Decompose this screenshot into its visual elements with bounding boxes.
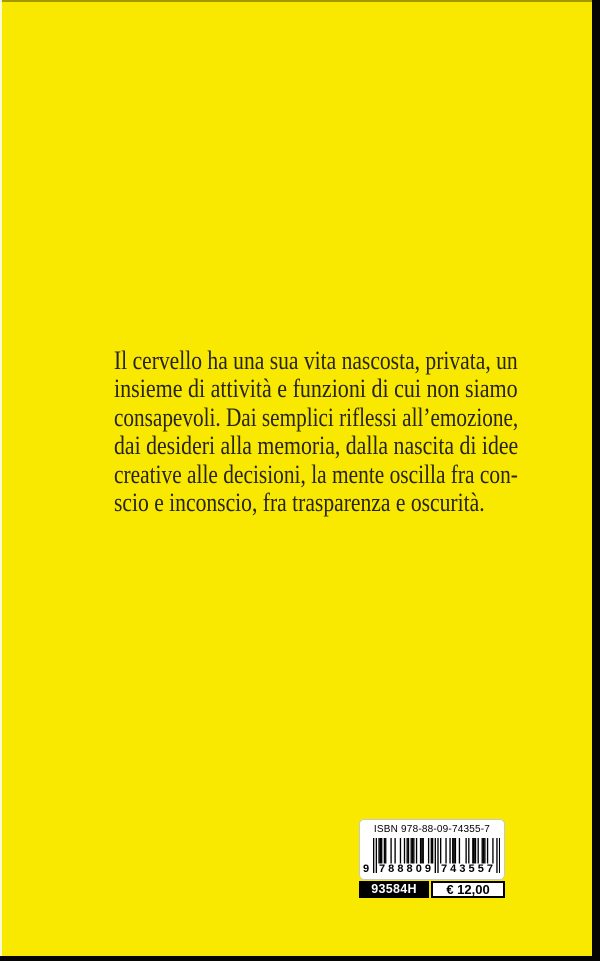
barcode-label [359,819,505,880]
barcode-digits-left: 7 8 8 8 0 9 [379,862,431,875]
barcode-digits-right: 7 4 3 5 5 7 [441,862,493,875]
synopsis-line-text: dai desideri alla memoria, dalla nascita di idee [114,431,519,461]
synopsis-paragraph [114,347,518,517]
synopsis-line [114,461,518,489]
price-tag: € 12,00 [431,881,505,898]
scan-edge-bottom [0,956,600,961]
synopsis-line-text: consapevoli. Dai semplici riflessi all’emozione, [114,402,519,432]
synopsis-line [114,432,518,460]
scan-edge-left [0,0,2,961]
scan-edge-top [0,0,600,2]
ean-barcode [363,838,501,876]
synopsis-line-text: insieme di attività e funzioni di cui non siamo [114,374,518,404]
synopsis-line [114,347,518,375]
synopsis-line-text: scio e inconscio, fra trasparenza e oscurità. [114,487,485,517]
synopsis-line-text: creative alle decisioni, la mente oscilla fra con- [114,459,518,489]
barcode-digit-first: 9 [363,862,370,875]
synopsis-line-text: Il cervello ha una sua vita nascosta, privata, un [114,346,518,375]
isbn-text: ISBN 978-88-09-74355-7 [373,824,491,835]
synopsis-line [114,375,518,403]
product-code-badge: 93584H [359,881,429,898]
scan-edge-right [592,0,600,961]
synopsis-line [114,404,518,432]
price-row [359,881,505,898]
synopsis-line [114,489,518,517]
